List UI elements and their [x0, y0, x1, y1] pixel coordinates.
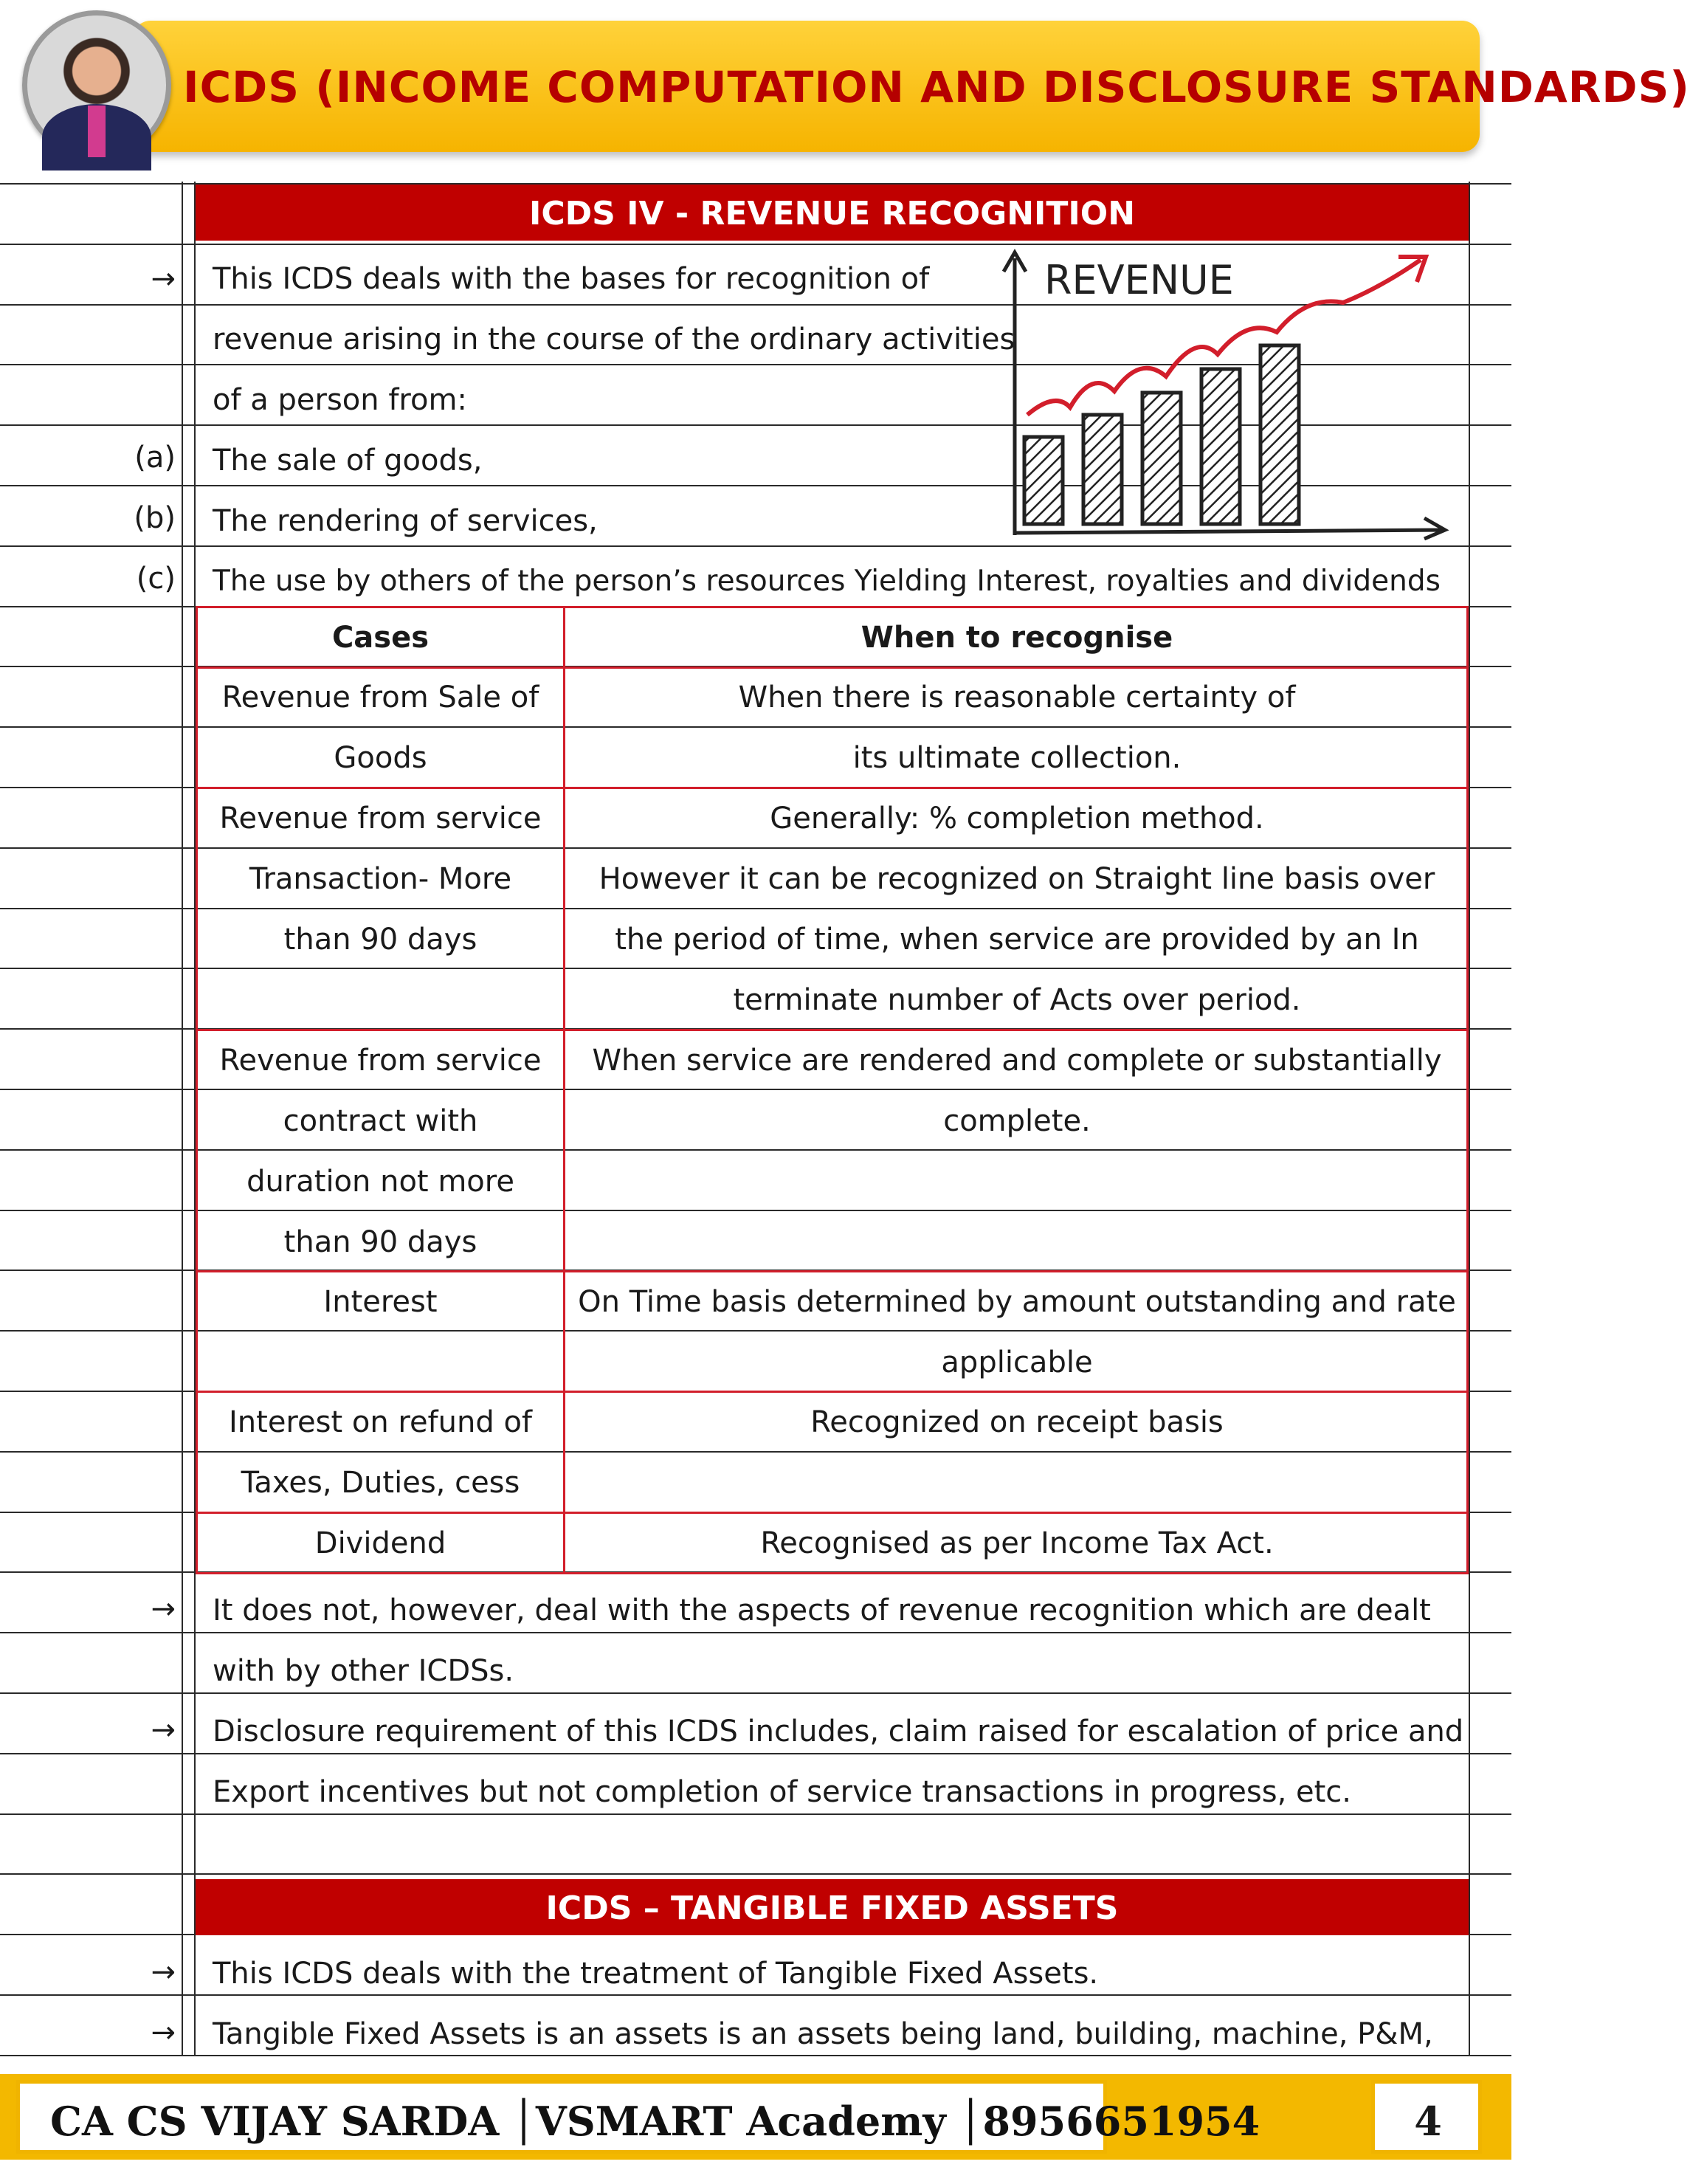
table-row-divider — [198, 787, 1466, 789]
margin-line-left — [182, 182, 183, 2055]
bar-5 — [1260, 345, 1299, 524]
intro-line-2: revenue arising in the course of the ordinary activities — [213, 323, 1015, 356]
table-header-when: When to recognise — [860, 621, 1173, 655]
table-row-divider — [198, 1391, 1466, 1393]
arrow-marker: → — [151, 262, 176, 296]
case-cell-line: duration not more — [246, 1165, 514, 1199]
ruled-line — [0, 1692, 1511, 1694]
intro-line-3: of a person from: — [213, 383, 467, 417]
marker-b: (b) — [134, 501, 176, 535]
case-cell-line: Goods — [334, 741, 427, 775]
ruled-line — [0, 1873, 1511, 1875]
bar-2 — [1083, 415, 1122, 524]
case-cell-line: Dividend — [314, 1526, 446, 1560]
ruled-line — [0, 1753, 1511, 1754]
arrow-marker: → — [151, 2016, 176, 2050]
case-cell-line: than 90 days — [283, 1225, 477, 1259]
note-line: Export incentives but not completion of service transactions in progress, etc. — [213, 1775, 1352, 1809]
arrow-marker: → — [151, 1713, 176, 1747]
when-cell-line: complete. — [943, 1104, 1091, 1138]
footer-separator: │ — [499, 2098, 536, 2145]
footer-phone: 8956651954 — [982, 2098, 1260, 2145]
when-cell-line: However it can be recognized on Straight line basis over — [599, 862, 1435, 896]
case-cell-line: Revenue from service — [219, 1044, 542, 1078]
intro-line-1: This ICDS deals with the bases for recognition of — [213, 262, 930, 296]
revenue-chart-illustration — [996, 244, 1454, 546]
when-cell-line: When service are rendered and complete or substantially — [592, 1044, 1442, 1078]
table-row-divider — [198, 1512, 1466, 1514]
section2-line: Tangible Fixed Assets is an assets is an assets being land, building, machine, P&M, — [213, 2017, 1433, 2051]
section-title: ICDS IV - REVENUE RECOGNITION — [528, 195, 1136, 232]
ruled-line — [0, 1994, 1511, 1996]
ruled-line — [0, 1632, 1511, 1633]
note-line: with by other ICDSs. — [213, 1654, 514, 1688]
footer-name: CA CS VIJAY SARDA — [50, 2098, 500, 2145]
item-c: The use by others of the person’s resources Yielding Interest, royalties and dividends — [213, 565, 1441, 598]
table-row-divider — [198, 1270, 1466, 1272]
ruled-line — [0, 2055, 1511, 2056]
case-cell-line: contract with — [283, 1104, 478, 1138]
case-cell-line: Revenue from Sale of — [221, 681, 539, 714]
when-cell-line: terminate number of Acts over period. — [733, 983, 1301, 1017]
bar-4 — [1201, 369, 1240, 524]
section-title: ICDS – TANGIBLE FIXED ASSETS — [545, 1890, 1119, 1927]
when-cell-line: When there is reasonable certainty of — [738, 681, 1296, 714]
page-title: ICDS (INCOME COMPUTATION AND DISCLOSURE STANDARDS) — [183, 62, 1690, 112]
when-cell-line: Recognized on receipt basis — [810, 1405, 1224, 1439]
footer-contact — [50, 2098, 1260, 2145]
case-cell-line: than 90 days — [283, 923, 477, 957]
arrow-marker: → — [151, 1955, 176, 1989]
case-cell-line: Revenue from service — [219, 802, 542, 836]
bar-1 — [1024, 437, 1063, 524]
case-cell-line: Interest on refund of — [228, 1405, 532, 1439]
footer-academy: VSMART Academy — [535, 2098, 946, 2145]
section-title-bar — [196, 1879, 1469, 1935]
item-a: The sale of goods, — [213, 444, 483, 478]
when-cell-line: Recognised as per Income Tax Act. — [760, 1526, 1274, 1560]
author-avatar — [22, 10, 171, 159]
section2-line: This ICDS deals with the treatment of Tangible Fixed Assets. — [213, 1957, 1099, 1991]
when-cell-line: its ultimate collection. — [852, 741, 1182, 775]
revenue-label: REVENUE — [1044, 257, 1234, 303]
table-header-cases: Cases — [331, 621, 430, 655]
table-row-divider — [198, 1029, 1466, 1031]
avatar-tie — [88, 106, 106, 157]
arrow-marker: → — [151, 1592, 176, 1626]
footer-separator: │ — [945, 2098, 983, 2145]
section-title-bar — [196, 185, 1469, 241]
table-row-divider — [198, 666, 1466, 669]
when-cell-line: the period of time, when service are provided by an In — [615, 923, 1419, 957]
when-cell-line: On Time basis determined by amount outstanding and rate — [578, 1285, 1456, 1319]
revenue-recognition-table — [196, 606, 1469, 1574]
case-cell-line: Transaction- More — [249, 862, 512, 896]
case-cell-line: Taxes, Duties, cess — [241, 1466, 520, 1500]
marker-c: (c) — [136, 562, 176, 596]
when-cell-line: Generally: % completion method. — [770, 802, 1264, 836]
bar-3 — [1142, 393, 1181, 524]
marker-a: (a) — [134, 441, 176, 475]
note-line: It does not, however, deal with the aspects of revenue recognition which are dealt — [213, 1594, 1431, 1627]
case-cell-line: Interest — [323, 1285, 438, 1319]
right-border-line — [1469, 182, 1470, 2055]
note-line: Disclosure requirement of this ICDS includes, claim raised for escalation of price and — [213, 1715, 1464, 1749]
ruled-line — [0, 1813, 1511, 1815]
page-number: 4 — [1414, 2098, 1442, 2145]
when-cell-line: applicable — [941, 1346, 1093, 1379]
item-b: The rendering of services, — [213, 504, 598, 538]
